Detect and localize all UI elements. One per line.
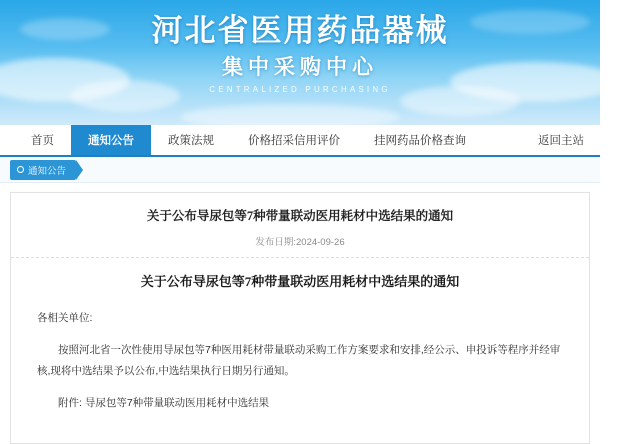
banner-text-block [0, 0, 600, 94]
nav-item-policies[interactable]: 政策法规 [168, 135, 214, 147]
article-attachment-line: 附件: 导尿包等7种带量联动医用耗材中选结果 [58, 397, 270, 409]
cloud-decoration [180, 104, 400, 130]
site-subtitle: 集中采购中心 [222, 55, 378, 79]
article-paragraph: 各相关单位: [37, 312, 93, 324]
article-publish-date: 发布日期:2024-09-26 [11, 234, 589, 258]
nav-item-drug-price-query[interactable]: 挂网药品价格查询 [374, 135, 466, 147]
nav-item-home[interactable]: 首页 [31, 135, 54, 147]
nav-item-back-to-main-site[interactable]: 返回主站 [538, 135, 584, 147]
article-body [11, 258, 589, 414]
nav-item-credit-evaluation[interactable]: 价格招采信用评价 [248, 135, 340, 147]
site-banner [0, 0, 600, 125]
breadcrumb-current[interactable] [10, 160, 76, 180]
breadcrumb-label: 通知公告 [28, 165, 67, 177]
circle-icon [17, 166, 24, 173]
breadcrumb [0, 157, 600, 183]
nav-item-notices[interactable]: 通知公告 [71, 125, 151, 155]
article-body-title: 关于公布导尿包等7种带量联动医用耗材中选结果的通知 [140, 274, 460, 289]
article-card [10, 192, 590, 444]
article-header-title: 关于公布导尿包等7种带量联动医用耗材中选结果的通知 [146, 209, 454, 223]
site-title-english: CENTRALIZED PURCHASING [209, 85, 391, 94]
site-title: 河北省医用药品器械 [151, 13, 449, 48]
article-paragraph: 按照河北省一次性使用导尿包等7种医用耗材带量联动采购工作方案要求和安排,经公示、申投诉等程序并经审核,现将中选结果予以公布,中选结果执行日期另行通知。 [37, 344, 561, 377]
